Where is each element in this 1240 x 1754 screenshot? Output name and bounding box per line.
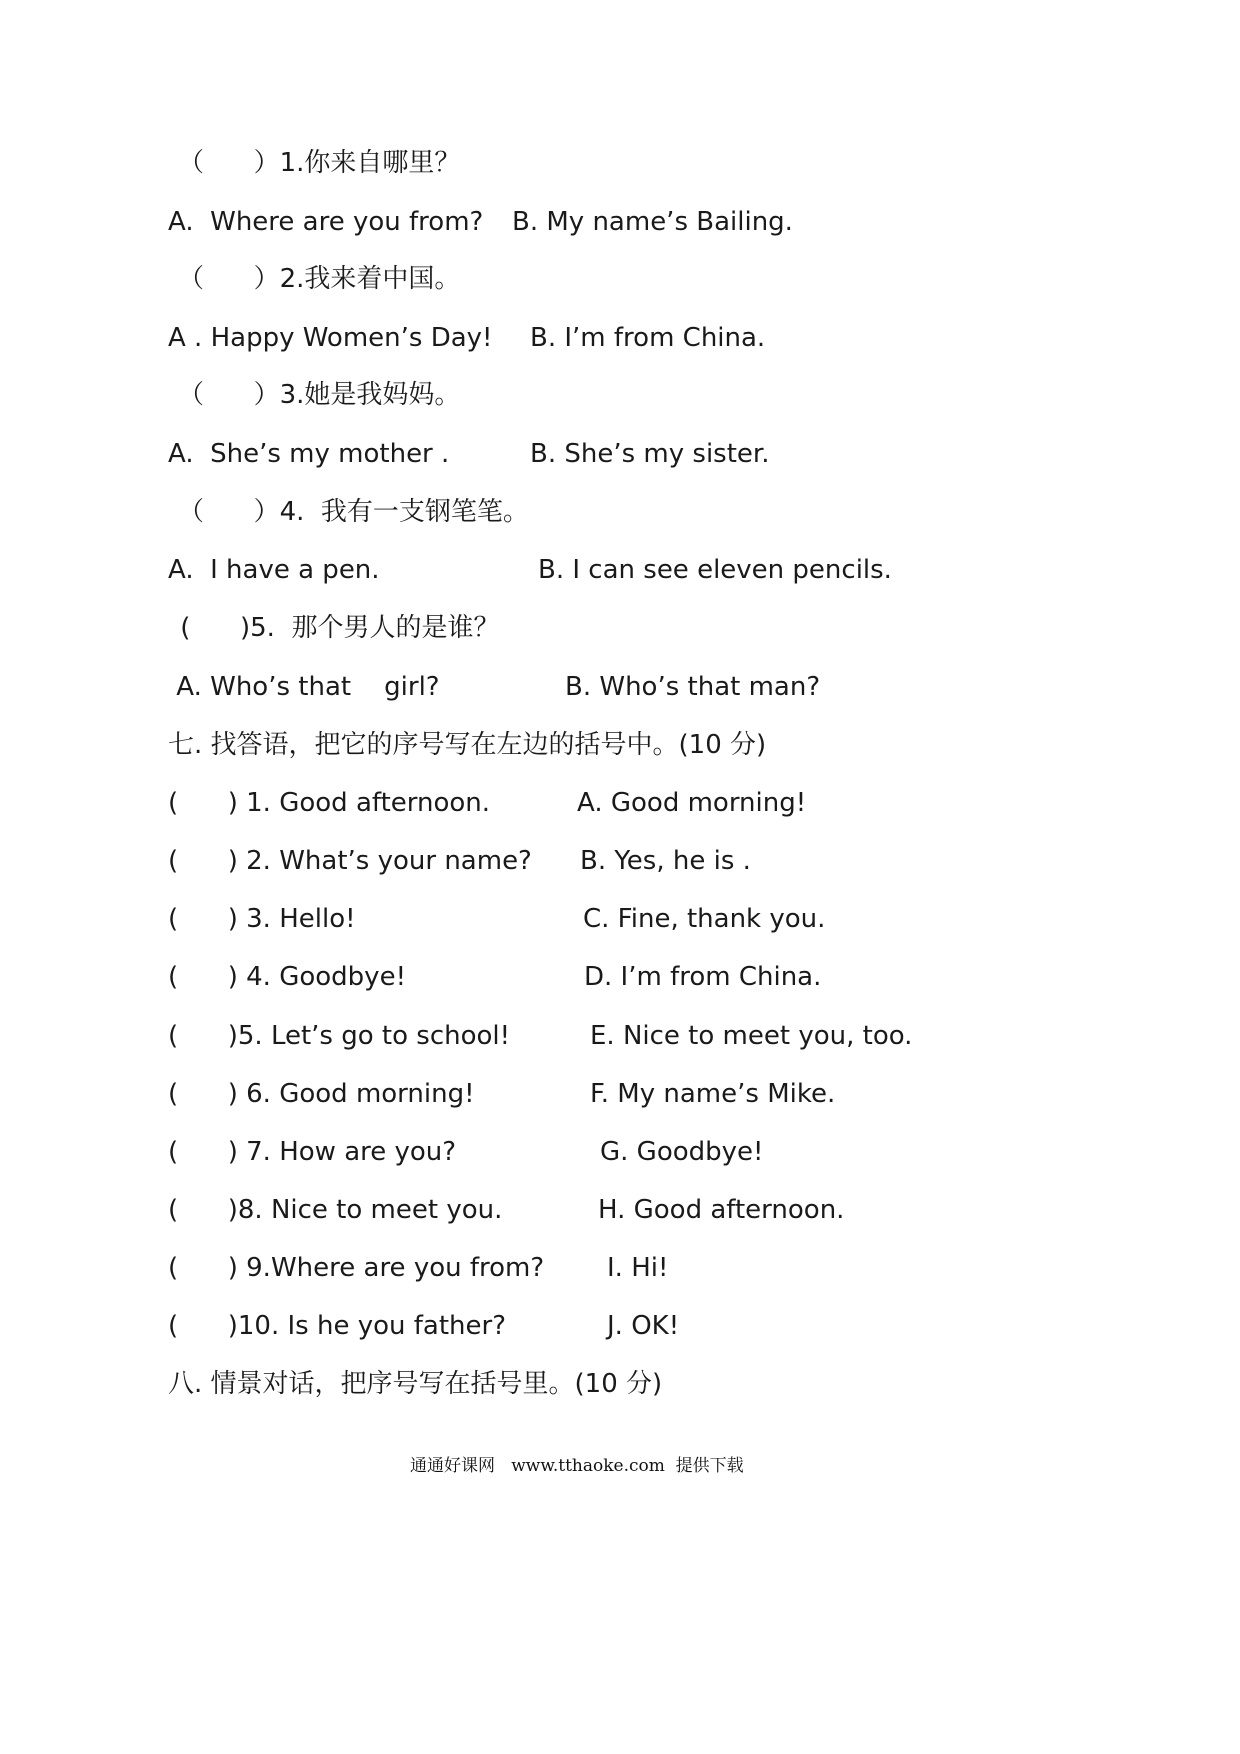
match-question: ( ) 4. Goodbye! — [168, 962, 406, 992]
match-answer: B. Yes, he is . — [580, 846, 751, 876]
option-a: A. Where are you from? — [168, 207, 484, 237]
question-stem: （ ）3.她是我妈妈。 — [178, 380, 461, 410]
match-answer: C. Fine, thank you. — [583, 904, 826, 934]
match-question: ( ) 2. What’s your name? — [168, 846, 532, 876]
match-question: ( )8. Nice to meet you. — [168, 1195, 503, 1225]
match-answer: F. My name’s Mike. — [590, 1079, 836, 1109]
match-answer: J. OK! — [607, 1311, 680, 1341]
option-b: B. My name’s Bailing. — [512, 207, 793, 237]
match-question: ( )5. Let’s go to school! — [168, 1021, 511, 1051]
option-a: A. Who’s that girl? — [168, 672, 440, 702]
question-stem: ( )5. 那个男人的是谁？ — [172, 613, 500, 643]
option-a: A. I have a pen. — [168, 555, 380, 585]
question-stem: （ ）2.我来着中国。 — [178, 264, 461, 294]
match-question: ( )10. Is he you father? — [168, 1311, 506, 1341]
match-answer: E. Nice to meet you, too. — [590, 1021, 913, 1051]
option-a: A. She’s my mother . — [168, 439, 450, 469]
option-b: B. I’m from China. — [530, 323, 766, 353]
section-title: 七. 找答语，把它的序号写在左边的括号中。(10 分) — [168, 730, 767, 760]
option-a: A . Happy Women’s Day! — [168, 323, 493, 353]
option-b: B. Who’s that man? — [565, 672, 821, 702]
question-stem: （ ）1.你来自哪里？ — [178, 148, 461, 178]
match-question: ( ) 9.Where are you from? — [168, 1253, 545, 1283]
match-question: ( ) 7. How are you? — [168, 1137, 457, 1167]
option-b: B. She’s my sister. — [530, 439, 770, 469]
match-question: ( ) 1. Good afternoon. — [168, 788, 491, 818]
question-stem: （ ）4. 我有一支钢笔笔。 — [178, 497, 529, 527]
option-b: B. I can see eleven pencils. — [538, 555, 892, 585]
match-answer: H. Good afternoon. — [598, 1195, 845, 1225]
match-question: ( ) 3. Hello! — [168, 904, 356, 934]
match-question: ( ) 6. Good morning! — [168, 1079, 475, 1109]
match-answer: A. Good morning! — [577, 788, 807, 818]
section-title: 八. 情景对话，把序号写在括号里。(10 分) — [168, 1369, 663, 1399]
match-answer: I. Hi! — [607, 1253, 669, 1283]
match-answer: G. Goodbye! — [600, 1137, 764, 1167]
match-answer: D. I’m from China. — [584, 962, 822, 992]
page-footer: 通通好课网 www.tthaoke.com 提供下载 — [410, 1456, 744, 1476]
